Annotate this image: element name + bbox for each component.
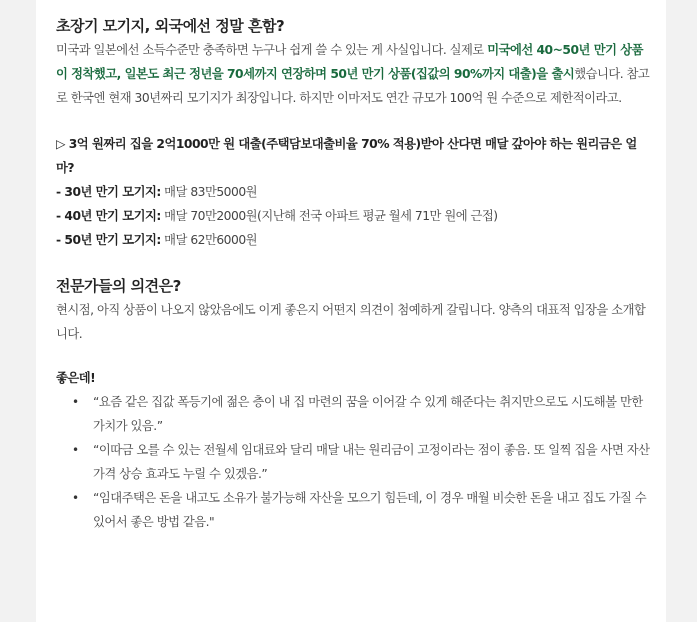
mortgage-paragraph bbox=[56, 38, 652, 110]
opinion-text: “요즘 같은 집값 폭등기에 젊은 층이 내 집 마련의 꿈을 이어갈 수 있게 해준다는 취지만으로도 시도해볼 만한 가치가 있음.” bbox=[93, 395, 643, 433]
list-item bbox=[56, 438, 652, 486]
paragraph-text: 했습니다. 참고로 한국엔 현재 30년짜리 모기지가 최장입니다. 하지만 이마저도 연간 규모가 100억 원 수준으로 제한적이라고. bbox=[56, 67, 650, 105]
opinion-text: “임대주택은 돈을 내고도 소유가 불가능해 자산을 모으기 힘든데, 이 경우 매월 비슷한 돈을 내고 집도 가질 수 있어서 좋은 방법 같음." bbox=[93, 491, 647, 529]
bullet-icon: • bbox=[72, 491, 79, 505]
bullet-icon: • bbox=[72, 443, 79, 457]
section-title-mortgage: 초장기 모기지, 외국에선 정말 흔함? bbox=[56, 17, 285, 35]
experts-intro: 현시점, 아직 상품이 나오지 않았음에도 이게 좋은지 어떤지 의견이 첨예하게 갈립니다. 양측의 대표적 입장을 소개합니다. bbox=[56, 303, 646, 341]
payment-value: 매달 83만5000원 bbox=[160, 185, 258, 199]
article-body bbox=[56, 14, 652, 534]
highlight-text: 미국에선 40~50년 만기 상품이 정착했고, 일본도 최근 정년을 70세까지 연장하며 50년 만기 상품(집값의 90%까지 대출)을 출시 bbox=[56, 43, 643, 81]
payment-label: - 50년 만기 모기지: bbox=[56, 233, 161, 247]
payment-value: 매달 62만6000원 bbox=[160, 233, 258, 247]
payment-row bbox=[56, 180, 652, 204]
opinion-text: “이따금 오를 수 있는 전월세 임대료와 달리 매달 내는 원리금이 고정이라는 점이 좋음. 또 일찍 집을 사면 자산 가격 상승 효과도 누릴 수 있겠음.” bbox=[93, 443, 650, 481]
article-card bbox=[36, 0, 666, 622]
payment-row bbox=[56, 228, 652, 252]
list-item bbox=[56, 390, 652, 438]
list-item bbox=[56, 486, 652, 534]
good-heading: 좋은데! bbox=[56, 371, 96, 385]
payment-row bbox=[56, 204, 652, 228]
payment-label: - 30년 만기 모기지: bbox=[56, 185, 161, 199]
opinion-list bbox=[56, 390, 652, 534]
paragraph-text: 미국과 일본에선 소득수준만 충족하면 누구나 쉽게 쓸 수 있는 게 사실입니다. 실제로 bbox=[56, 43, 488, 57]
section-title-experts: 전문가들의 의견은? bbox=[56, 277, 181, 295]
bullet-icon: • bbox=[72, 395, 79, 409]
payment-value: 매달 70만2000원(지난해 전국 아파트 평균 월세 71만 원에 근접) bbox=[160, 209, 498, 223]
payment-list bbox=[56, 180, 652, 252]
payment-label: - 40년 만기 모기지: bbox=[56, 209, 161, 223]
question-heading: ▷ 3억 원짜리 집을 2억1000만 원 대출(주택담보대출비율 70% 적용)받아 산다면 매달 갚아야 하는 원리금은 얼마? bbox=[56, 137, 637, 175]
